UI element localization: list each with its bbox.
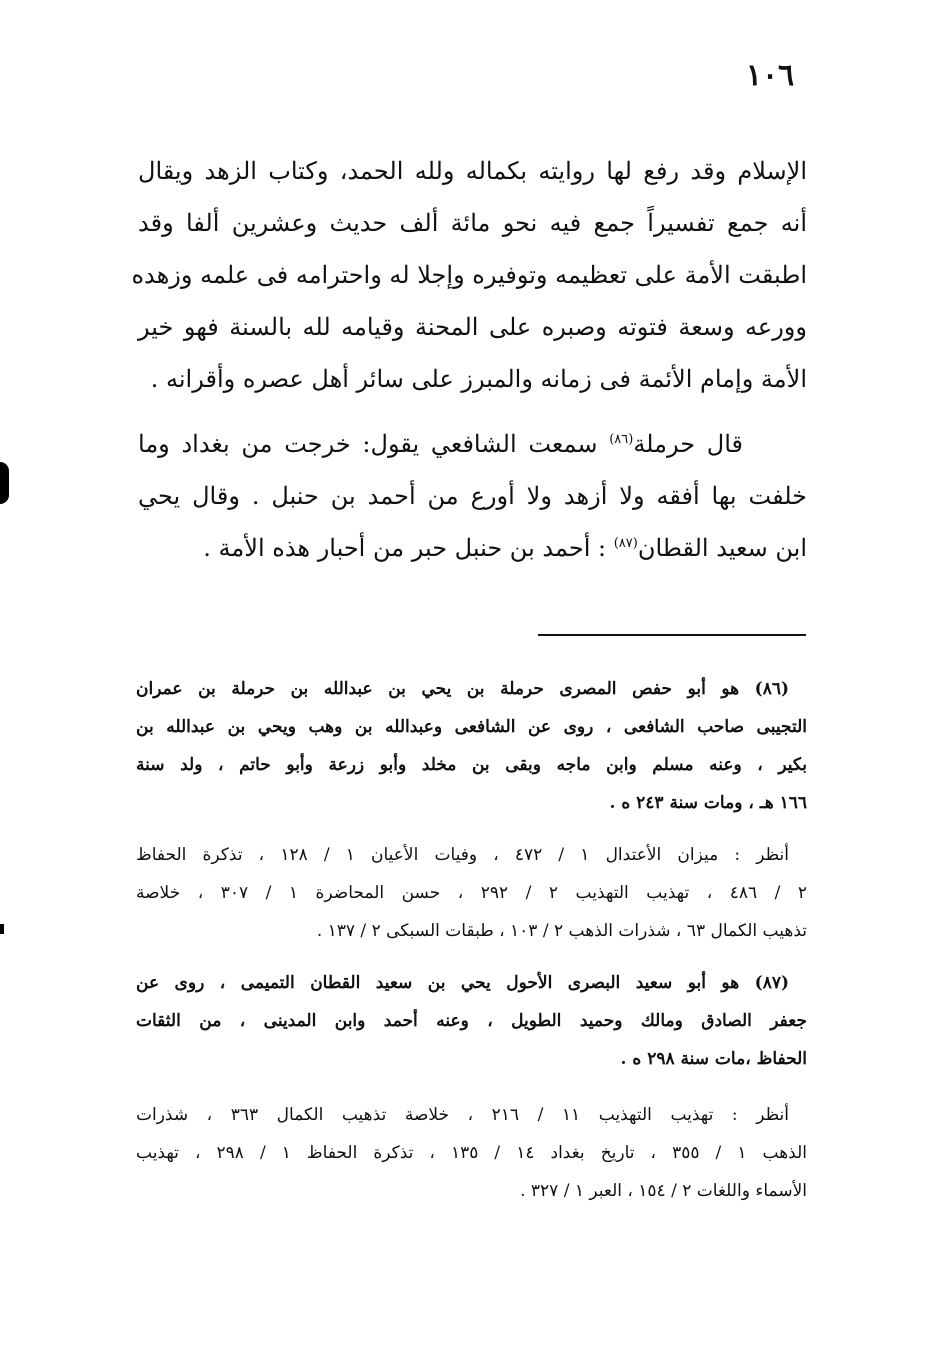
text-line: خلفت بها أفقه ولا أزهد ولا أورع من أحمد بن حنبل . وقال يحي bbox=[138, 482, 807, 510]
footnote-line: (٨٧) هو أبو سعيد البصرى الأحول يحي بن سعيد القطان التميمى ، روى عن bbox=[136, 973, 789, 993]
footnote-line: التجيبى صاحب الشافعى ، روى عن الشافعى وعبدالله بن وهب ويحي بن عبدالله بن bbox=[136, 717, 807, 737]
text-line bbox=[138, 522, 807, 574]
scan-edge-mark bbox=[0, 924, 4, 934]
text-line bbox=[138, 418, 807, 470]
footnote-87 bbox=[136, 964, 807, 1078]
page-number: ١٠٦ bbox=[745, 58, 795, 93]
footnote-line: ١٦٦ هـ ، ومات سنة ٢٤٣ ه . bbox=[609, 793, 807, 813]
footnote-line: أنظر : ميزان الأعتدال ١ / ٤٧٢ ، وفيات الأعيان ١ / ١٢٨ ، تذكرة الحفاظ bbox=[136, 845, 789, 865]
text-line: الأمة وإمام الأئمة فى زمانه والمبرز على سائر أهل عصره وأقرانه . bbox=[150, 365, 807, 393]
footnote-ref-87: (٨٧) bbox=[613, 536, 638, 551]
footnote-line: (٨٦) هو أبو حفص المصرى حرملة بن يحي بن عبدالله بن حرملة بن عمران bbox=[136, 679, 790, 699]
footnote-line: بكير ، وعنه مسلم وابن ماجه وبقى بن مخلد وأبو زرعة وأبو حاتم ، ولد سنة bbox=[136, 755, 807, 775]
footnote-ref-86: (٨٦) bbox=[609, 432, 634, 447]
text-line: الإسلام وقد رفع لها روايته بكماله ولله الحمد، وكتاب الزهد ويقال bbox=[138, 157, 807, 185]
text-segment: سمعت الشافعي يقول: خرجت من بغداد وما bbox=[138, 430, 610, 458]
footnote-line: أنظر : تهذيب التهذيب ١١ / ٢١٦ ، خلاصة تذهيب الكمال ٣٦٣ ، شذرات bbox=[136, 1105, 789, 1125]
main-paragraph-1 bbox=[131, 145, 807, 405]
footnote-line: تذهيب الكمال ٦٣ ، شذرات الذهب ٢ / ١٠٣ ، طبقات السبكى ٢ / ١٣٧ . bbox=[316, 921, 807, 941]
footnote-line: جعفر الصادق ومالك وحميد الطويل ، وعنه أحمد وابن المدينى ، من الثقات bbox=[136, 1011, 807, 1031]
footnote-line: الذهب ١ / ٣٥٥ ، تاريخ بغداد ١٤ / ١٣٥ ، تذكرة الحفاظ ١ / ٢٩٨ ، تهذيب bbox=[136, 1143, 807, 1163]
footnote-86 bbox=[136, 670, 807, 822]
text-line: وورعه وسعة فتوته وصبره على المحنة وقيامه لله بالسنة فهو خير bbox=[138, 313, 807, 341]
footnote-86-references bbox=[136, 836, 807, 950]
text-segment: : أحمد بن حنبل حبر من أحبار هذه الأمة . bbox=[203, 534, 614, 562]
footnote-line: الحفاظ ،مات سنة ٢٩٨ ه . bbox=[620, 1049, 807, 1069]
text-line: أنه جمع تفسيراً جمع فيه نحو مائة ألف حديث وعشرين ألفا وقد bbox=[138, 209, 807, 237]
footnote-line: ٢ / ٤٨٦ ، تهذيب التهذيب ٢ / ٢٩٢ ، حسن المحاضرة ١ / ٣٠٧ ، خلاصة bbox=[136, 883, 807, 903]
footnote-87-references bbox=[136, 1096, 807, 1210]
footnote-line: الأسماء واللغات ٢ / ١٥٤ ، العبر ١ / ٣٢٧ . bbox=[520, 1181, 807, 1201]
scan-edge-mark bbox=[0, 462, 9, 504]
main-paragraph-2 bbox=[138, 418, 807, 574]
text-line: اطبقت الأمة على تعظيمه وتوفيره وإجلا له واحترامه فى علمه وزهده bbox=[131, 261, 807, 289]
text-segment: ابن سعيد القطان bbox=[637, 534, 807, 562]
footnote-separator bbox=[538, 634, 806, 636]
text-segment: قال حرملة bbox=[633, 430, 743, 458]
